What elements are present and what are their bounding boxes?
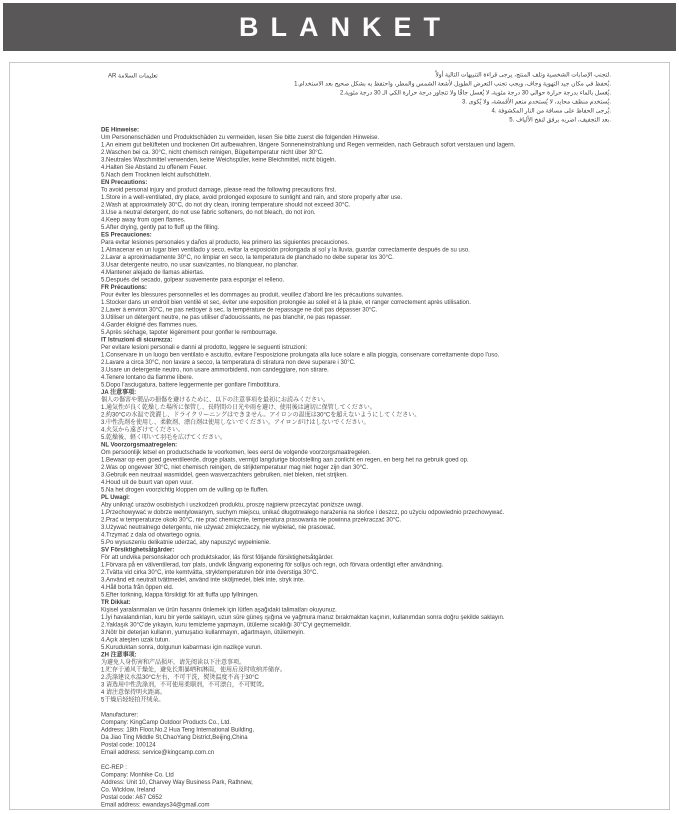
precaution-line: 5干燥后轻轻拍开绒朵。 xyxy=(101,696,165,703)
precaution-line: 1.Bewaar op een goed geventileerde, droge plaats, vermijd langdurige blootstelling aan zonlicht en regen, en berg het na gebruik goed op. xyxy=(101,456,469,463)
precaution-line: 5.Après séchage, tapoter légèrement pour gonfler le rembourrage. xyxy=(101,328,278,336)
ec-rep-line: EC-REP : xyxy=(101,763,127,771)
section-ja xyxy=(101,389,611,442)
precaution-line: 4.Açık ateşten uzak tutun. xyxy=(101,636,171,643)
precaution-line: 2.Was op ongeveer 30°C, niet chemisch reinigen, de strijktemperatuur mag niet hoger zijn dan 30°C. xyxy=(101,463,369,471)
section-de xyxy=(101,126,611,179)
precaution-line: 5.After drying, gently pat to fluff up the filling. xyxy=(101,223,220,231)
precaution-line: 1.Stocker dans un endroit bien ventilé et sec, éviter une exposition prolongée au soleil et à la pluie, et ranger correctement après utilisation. xyxy=(101,298,471,306)
ar-lines xyxy=(101,70,611,124)
precaution-line: 4.Halten Sie Abstand zu offenem Feuer. xyxy=(101,163,207,171)
precaution-line: 4 请注意保持明火距离。 xyxy=(101,688,167,696)
ec-rep-line: Email address: ewandays34@gmail.com xyxy=(101,801,210,808)
precaution-line: 1.Store in a well-ventilated, dry place, avoid prolonged exposure to sunlight and rain, and store properly after use. xyxy=(101,193,403,201)
section-header: IT Istruzioni di sicurezza: xyxy=(101,336,173,343)
section-header: DE Hinweise: xyxy=(101,126,140,133)
precaution-line: 3.Używać neutralnego detergentu, nie używać zmiękczaczy, nie wybielać, nie prasować. xyxy=(101,523,336,531)
precaution-line: 3.Använd ett neutralt tvättmedel, använd inte sköljmedel, blek inte, stryk inte. xyxy=(101,576,305,583)
section-header: ES Precauciones: xyxy=(101,231,152,238)
section-fr xyxy=(101,284,611,337)
precaution-line: 2.洗涤建议水温30°C左右，不可干洗，熨烫温度不高于30°C xyxy=(101,673,259,681)
precaution-line: 5.Nach dem Trocknen leicht aufschütteln. xyxy=(101,171,212,178)
precaution-line: 4.Garder éloigné des flammes nues. xyxy=(101,321,198,328)
section-zh xyxy=(101,651,611,704)
ar-precaution-line: 5. بعد التجفيف، اضربه برفق لنفخ الألياف. xyxy=(509,116,611,123)
ec-rep-line: Company: Monhike Co. Ltd xyxy=(101,771,174,778)
precaution-line: 4.Håll borta från öppen eld. xyxy=(101,583,174,591)
section-sv xyxy=(101,546,611,599)
precaution-line: 1.通気性が良く乾燥した場所に保管し、長時間の日光や雨を避け、使用後は適切に保管してください。 xyxy=(101,403,376,411)
precaution-line: 2.Lavare a circa 30°C, non lavare a secco, la temperatura di stiratura non deve superare i 30°C. xyxy=(101,358,356,366)
section-ar xyxy=(101,70,611,124)
section-header: PL Uwagi: xyxy=(101,493,130,501)
section-header: SV Försiktighetsåtgärder: xyxy=(101,546,175,553)
precaution-line: To avoid personal injury and product damage, please read the following precautions first. xyxy=(101,186,337,193)
ec-rep-block xyxy=(101,764,611,809)
manufacturer-block xyxy=(101,711,611,756)
precaution-line: 5.Dopo l'asciugatura, battere leggermente per gonfiare l'imbottitura. xyxy=(101,381,281,388)
section-tr xyxy=(101,599,611,652)
precaution-line: 3.中性洗剤を使用し、柔軟剤、漂白剤は使用しないでください。アイロンがけはしないでください。 xyxy=(101,418,370,426)
precaution-line: Pour éviter les blessures personnelles et les dommages au produit, veuillez d'abord lire les précautions suivantes. xyxy=(101,291,404,298)
precaution-sections xyxy=(101,126,611,704)
precaution-line: Per evitare lesioni personali e danni al prodotto, leggere le seguenti istruzioni: xyxy=(101,343,308,351)
precaution-line: 3.Usare un detergente neutro, non usare ammorbidenti, non candeggiare, non stirare. xyxy=(101,366,329,373)
precaution-line: 4.Mantener alejado de llamas abiertas. xyxy=(101,268,205,276)
precaution-line: 3.Neutrales Waschmittel verwenden, keine Weichspüler, keine Bleichmittel, nicht bügeln. xyxy=(101,156,337,163)
ar-precaution-line: لتجنب الإصابات الشخصية وتلف المنتج، يرجى قراءة التنبيهات التالية أولاً. xyxy=(435,71,611,78)
manufacturer-line: Da Jiao Ting Middle St,ChaoYang District,Beijing,China xyxy=(101,733,248,741)
section-pl xyxy=(101,494,611,547)
precaution-line: 2.Tvätta vid cirka 30°C, inte kemtvätta, stryktemperaturen bör inte överstiga 30°C. xyxy=(101,568,319,576)
precaution-line: 5.Efter torkning, klappa försiktigt för att fluffa upp fyllningen. xyxy=(101,591,259,598)
section-header: JA 注意事項: xyxy=(101,388,137,396)
precaution-line: 1.Conservare in un luogo ben ventilato e asciutto, evitare l'esposizione prolungata alla luce solare e alla pioggia, conservare correttamente dopo l'uso. xyxy=(101,351,500,358)
precaution-line: För att undvika personskador och produktskador, läs först följande försiktighetsåtgärder. xyxy=(101,553,334,561)
manufacturer-line: Address: 18th Floor,No.2 Hua Teng International Building, xyxy=(101,726,254,733)
ec-rep-line: Postal code: A67 C652 xyxy=(101,793,163,801)
section-it xyxy=(101,336,611,389)
precaution-line: 5.Después del secado, golpear suavemente para esponjar el relleno. xyxy=(101,276,285,283)
precaution-line: 2.Yaklaşık 30°C'de yıkayın, kuru temizleme yapmayın, ütüleme sıcaklığı 30°C'yi geçmemelidir. xyxy=(101,621,352,628)
ar-precaution-line: 1.يُحفظ في مكان جيد التهوية وجاف، ويجب تجنب التعرض الطويل لأشعة الشمس والمطر، واحتفظ به بشكل صحيح بعد الاستخدام. xyxy=(294,80,611,87)
manufacturer-line: Company: KingCamp Outdoor Products Co., Ltd. xyxy=(101,718,232,726)
precaution-line: 2.Lavar a aproximadamente 30°C, no limpiar en seco, la temperatura de planchado no debe superar los 30°C. xyxy=(101,253,394,261)
precaution-line: 1.Förvara på en välventilerad, torr plats, undvik långvarig exponering för solljus och regn, och förvara ordentligt efter användning. xyxy=(101,561,444,568)
section-es xyxy=(101,231,611,284)
precaution-line: 2.Prać w temperaturze około 30°C, nie prać chemicznie, temperatura prasowania nie powinna przekraczać 30°C. xyxy=(101,516,402,523)
precaution-line: 個人の傷害や製品の損傷を避けるために、以下の注意事項を最初にお読みください。 xyxy=(101,396,330,403)
section-header: ZH 注意事项: xyxy=(101,651,137,658)
section-nl xyxy=(101,441,611,494)
precaution-line: 3.Gebruik een neutraal wasmiddel, geen wasverzachters gebruiken, niet bleken, niet strijken. xyxy=(101,471,348,478)
section-en xyxy=(101,179,611,232)
ec-rep-line: Address: Unit 10, Charvey Way Business Park, Rathnew, xyxy=(101,778,253,786)
section-header: TR Dikkat: xyxy=(101,598,131,606)
precaution-line: 为避免人身伤害和产品损坏，请先阅读以下注意事项。 xyxy=(101,658,246,666)
manufacturer-line: Email address: service@kingcamp.com.cn xyxy=(101,748,215,756)
section-header: EN Precautions: xyxy=(101,178,148,186)
precaution-line: 3.Utiliser un détergent neutre, ne pas utiliser d'adoucissants, ne pas blanchir, ne pas repasser. xyxy=(101,313,352,321)
precaution-line: 1.İyi havalandırılan, kuru bir yerde saklayın, uzun süre güneş ışığına ve yağmura maruz bırakmaktan kaçının, kullanımdan sonra doğru şekilde saklayın. xyxy=(101,613,505,621)
manufacturer-line: Manufacturer: xyxy=(101,711,139,718)
precaution-line: 2.Laver à environ 30°C, ne pas nettoyer à sec, la température de repassage ne doit pas dépasser 30°C. xyxy=(101,306,378,313)
precaution-line: 4.Keep away from open flames. xyxy=(101,216,186,223)
precaution-line: 1.An einem gut belüfteten und trockenen Ort aufbewahren, längere Sonneneinstrahlung und Regen vermeiden, nach Gebrauch sofort verstauen und lagern. xyxy=(101,141,516,148)
precaution-line: 3.Nötr bir deterjan kullanın, yumuşatıcı kullanmayın, ağartmayın, ütülemeyin. xyxy=(101,628,305,636)
precaution-line: 4.火気から遠ざけてください。 xyxy=(101,426,185,433)
precaution-line: 4.Trzymać z dala od otwartego ognia. xyxy=(101,531,201,538)
precaution-line: 2.約30°Cの水温で洗濯し、ドライクリーニングはできません。アイロンの温度は30°Cを超えないようにしてください。 xyxy=(101,411,421,418)
section-header: NL Voorzorgsmaatregelen: xyxy=(101,441,178,448)
ar-precaution-line: 3. يُستخدم منظف محايد، لا يُستخدم منعم الأقمشة، ولا يُكوى. xyxy=(461,98,611,105)
ar-precaution-line: 2.يُغسل بالماء بدرجة حرارة حوالي 30 درجة مئوية، لا يُغسل جافًا ولا تتجاوز درجة حرارة الكي الـ 30 درجة مئوية. xyxy=(340,89,611,96)
precaution-line: 4.Tenere lontano da fiamme libere. xyxy=(101,373,194,381)
precaution-line: 2.Waschen bei ca. 30°C, nicht chemisch reinigen, Bügeltemperatur nicht über 30°C. xyxy=(101,148,324,156)
instructions-content xyxy=(101,70,611,809)
ar-precaution-line: 4. يُرجى الحفاظ على مسافة من النار المكشوفة. xyxy=(491,107,611,114)
precaution-line: Kişisel yaralanmaları ve ürün hasarını önlemek için lütfen aşağıdaki talimatları okuyunuz. xyxy=(101,606,337,613)
ec-rep-line: Co. Wicklow, Ireland xyxy=(101,786,156,793)
precaution-line: 3.Usar detergente neutro, no usar suavizantes, no blanquear, no planchar. xyxy=(101,261,299,268)
precaution-line: 1.Przechowywać w dobrze wentylowanym, suchym miejscu, unikać długotrwałego narażenia na słońce i deszcz, po użyciu odpowiednio przechowywać. xyxy=(101,508,505,516)
page-title: BLANKET xyxy=(239,11,452,42)
ar-section-label: AR تعليمات السلامة xyxy=(108,72,158,79)
precaution-line: 5.Na het drogen voorzichtig kloppen om de vulling op te fluffen. xyxy=(101,486,269,493)
precaution-line: 5.Po wysuszeniu delikatnie uderzać, aby napuszyć wypełnienie. xyxy=(101,538,271,546)
precaution-line: Om persoonlijk letsel en productschade te voorkomen, lees eerst de volgende voorzorgsmaatregelen. xyxy=(101,448,371,456)
precaution-line: 1.Almacenar en un lugar bien ventilado y seco, evitar la exposición prolongada al sol y la lluvia, guardar correctamente después de su uso. xyxy=(101,246,470,253)
section-header: FR Précautions: xyxy=(101,283,148,291)
precaution-line: 4.Houd uit de buurt van open vuur. xyxy=(101,478,194,486)
precaution-line: 1.贮存于通风干燥处，避免长期暴晒和淋雨，使用后及时收纳并储存。 xyxy=(101,666,287,673)
precaution-line: 2.Wash at approximately 30°C, do not dry clean, ironing temperature should not exceed 30°C. xyxy=(101,201,351,208)
precaution-line: 5.乾燥後、軽く叩いて羽毛を広げてください。 xyxy=(101,433,227,441)
precaution-line: 5.Kuruduktan sonra, dolgunun kabarması için nazikçe vurun. xyxy=(101,643,263,651)
precaution-line: Um Personenschäden und Produktschäden zu vermeiden, lesen Sie bitte zuerst die folgenden Hinweise. xyxy=(101,133,380,141)
precaution-line: 3.Use a neutral detergent, do not use fabric softeners, do not bleach, do not iron. xyxy=(101,208,316,216)
precaution-line: Aby uniknąć urazów osobistych i uszkodzeń produktu, proszę najpierw przeczytać poniższe uwagi. xyxy=(101,501,364,508)
precaution-line: Para evitar lesiones personales y daños al producto, lea primero las siguientes precauciones. xyxy=(101,238,350,246)
precaution-line: 3 请选用中性洗涤剂，不可使用柔顺剂，不可漂白，不可熨烫。 xyxy=(101,681,269,688)
instructions-panel xyxy=(9,62,670,810)
manufacturer-line: Postal code: 100124 xyxy=(101,741,156,748)
header-bar xyxy=(3,3,676,51)
